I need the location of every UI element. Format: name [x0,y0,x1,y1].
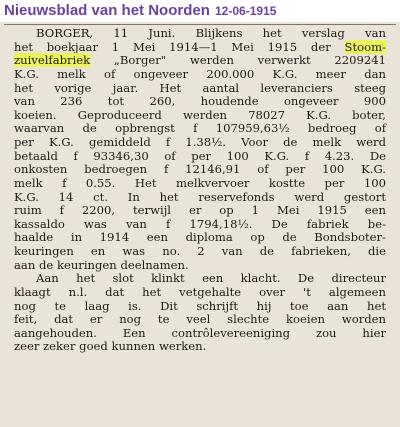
newspaper-clipping [0,22,400,427]
article-line: melk f 0.55. Het melkvervoer kostte per 100 [14,175,386,190]
article-line: ruim f 2200, terwijl er op 1 Mei 1915 een [14,203,386,218]
clipping-header [0,0,400,22]
article-line: aangehouden. Een contrôlevereeniging zou hier [14,325,386,340]
article-line: zuivelfabriek „Borger" werden verwerkt 2209241 [14,53,386,68]
article-line: per K.G. gemiddeld f 1.38½. Voor de melk werd [14,135,386,149]
article-line: koeien. Geproduceerd werden 78027 K.G. boter, [14,107,386,122]
article-line: nog te laag is. Dit schrijft hij toe aan het [14,298,386,313]
article-line: keuringen en was no. 2 van de fabrieken, die [14,244,386,258]
clipping-top-rule [4,24,396,25]
article-line: Aan het slot klinkt een klacht. De directeur [36,271,386,286]
article-line: waarvan de opbrengst f 107959,63½ bedroeg of [14,121,386,136]
article-line: feit, dat er nog te veel slechte koeien worden [14,312,386,327]
article-line: van 236 tot 260, houdende ongeveer 900 [14,94,386,109]
article-line: haalde in 1914 een diploma op de Bondsboter- [14,230,386,245]
article-line: betaald f 93346,30 of per 100 K.G. f 4.23. De [14,148,386,163]
article-line: aan de keuringen deelnamen. [14,257,189,272]
article-line: BORGER, 11 Juni. Blijkens het verslag van [36,26,386,40]
search-highlight: Stoom- [344,39,386,54]
article-line: klaagt n.l. dat het vetgehalte over 't algemeen [14,284,386,299]
article-text [14,27,396,354]
article-line: K.G. 14 ct. In het reservefonds werd gestort [14,189,386,204]
article-line: het vorige jaar. Het aantal leveranciers steeg [14,80,386,95]
search-highlight: zuivelfabriek [14,53,91,68]
publication-date: 12-06-1915 [215,4,277,18]
article-line: onkosten bedroegen f 12146,91 of per 100 K.G. [14,162,386,177]
newspaper-title: Nieuwsblad van het Noorden [4,2,210,19]
article-line: het boekjaar 1 Mei 1914—1 Mei 1915 der Stoom- [14,39,386,54]
article-line: kassaldo was van f 1794,18½. De fabriek be- [14,216,386,231]
article-line: zeer zeker goed kunnen werken. [14,339,207,354]
article-line: K.G. melk of ongeveer 200.000 K.G. meer dan [14,66,386,81]
